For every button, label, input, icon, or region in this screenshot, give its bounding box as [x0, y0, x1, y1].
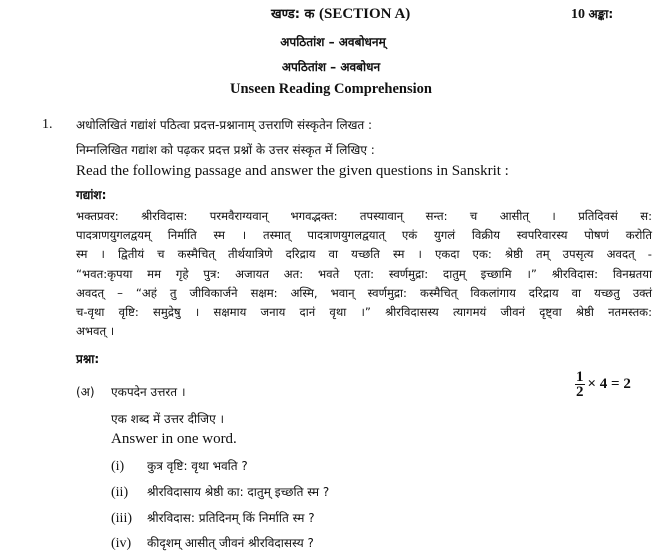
question-item-text: श्रीरविदासाय श्रेष्ठी का: दातुम् इच्छति स्म ?	[147, 485, 330, 499]
section-label-en: (SECTION A)	[319, 6, 411, 22]
subtitle-sanskrit: अपठितांश – अवबोधनम्	[280, 35, 386, 49]
part-a-instruction-sanskrit: एकपदेन उत्तरत ।	[111, 385, 186, 399]
section-prefix: खण्ड: क	[271, 7, 319, 22]
question-item-text: कीदृशम् आसीत् जीवनं श्रीरविदासस्य ?	[147, 536, 314, 550]
question-item-text: श्रीरविदास: प्रतिदिनम् किं निर्माति स्म ?	[147, 511, 315, 525]
part-a-instruction-hindi: एक शब्द में उत्तर दीजिए ।	[111, 412, 225, 426]
passage-line: “भवत:कृपया मम गृहे पुत्र: अजायत अत: भवते एता: स्वर्णमुद्रा: दातुम् इच्छामि ।” श्रीरविदास: विनम्रतया	[76, 266, 652, 281]
question-item	[111, 534, 314, 552]
fraction-denominator: 2	[576, 384, 584, 400]
fraction	[575, 370, 585, 399]
marks-number: 10	[571, 7, 589, 22]
passage-line: भक्तप्रवर: श्रीरविदास: परमवैराग्यवान् भगवद्भक्त: तपस्यावान् सन्त: च आसीत् । प्रतिदिवसं स:	[76, 209, 652, 223]
instruction-hindi: निम्नलिखित गद्यांश को पढ़कर प्रदत्त प्रश्नों के उत्तर संस्कृत में लिखिए :	[76, 143, 375, 157]
passage-heading: गद्यांश:	[76, 188, 107, 202]
question-item-label: (ii)	[111, 485, 129, 500]
question-item	[111, 483, 329, 501]
question-item-text: कुत्र वृष्टि: वृथा भवति ?	[147, 459, 248, 473]
question-number: 1.	[42, 117, 53, 132]
question-item	[111, 457, 248, 475]
subtitle-hindi: अपठितांश – अवबोधन	[281, 60, 381, 74]
question-item-label: (iii)	[111, 511, 132, 526]
part-a-marks	[575, 370, 631, 399]
passage-line: अभवत् ।	[76, 324, 115, 339]
question-item-label: (i)	[111, 459, 125, 474]
subtitle-english: Unseen Reading Comprehension	[230, 81, 432, 97]
section-marks	[571, 5, 613, 23]
question-item-label: (iv)	[111, 536, 132, 551]
passage-line: पादत्राणयुगलद्वयम् निर्माति स्म । तस्मात् पादत्राणयुगलद्वयात् एकं युगलं विक्रीय स्वपरिवारस्य पोषणं करोति	[76, 228, 652, 243]
questions-heading: प्रश्ना:	[76, 352, 100, 366]
fraction-numerator: 1	[576, 369, 584, 385]
passage-line: स्म । द्वितीयं च कस्मैचित् तीर्थयात्रिणे दरिद्राय वा यच्छति स्म । एकदा एक: श्रेष्ठी तम् उपसृत्य अवदत् -	[76, 247, 652, 262]
section-heading	[271, 4, 410, 23]
instruction-english: Read the following passage and answer the given questions in Sanskrit :	[76, 163, 509, 179]
passage-line: अवदत् – “अहं तु जीविकार्जने सक्षम: अस्मि, भवान् स्वर्णमुद्रा: कस्मैचित् विकलांगाय दरिद्राय वा यच्छतु उक्तं	[76, 285, 652, 300]
question-item	[111, 509, 315, 527]
part-a-label: (अ)	[76, 385, 95, 399]
marks-expression: × 4 = 2	[587, 376, 631, 392]
passage	[76, 207, 652, 341]
instruction-sanskrit: अधोलिखितं गद्यांशं पठित्वा प्रदत्त-प्रश्नानाम् उत्तराणि संस्कृतेन लिखत :	[76, 118, 373, 132]
passage-line: च-वृथा वृष्टि: समुद्रेषु । सक्षमाय जनाय दानं वृथा ।” श्रीरविदासस्य त्यागमयं जीवनं दृष्ट्वा श्रेष्ठी नतमस्तक:	[76, 305, 652, 320]
marks-label: अङ्का:	[588, 7, 614, 21]
part-a-instruction-english: Answer in one word.	[111, 431, 237, 447]
